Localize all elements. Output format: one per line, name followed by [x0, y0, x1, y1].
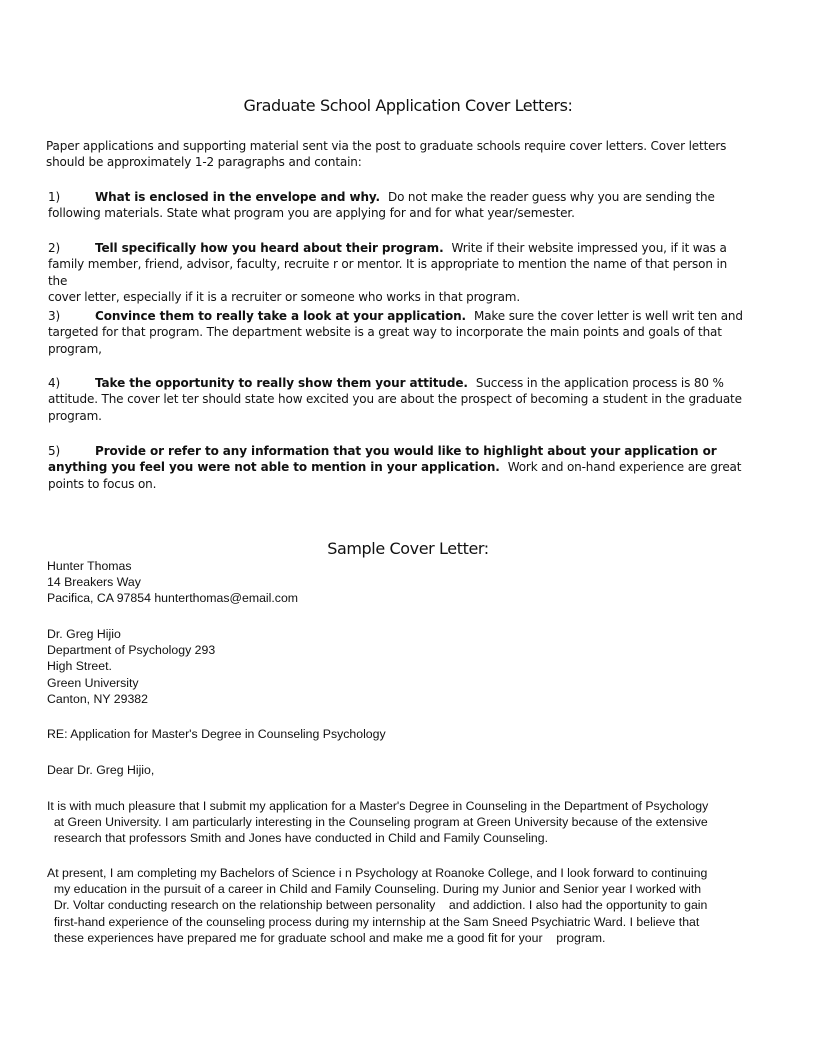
item-text: Write if their website impressed you, if it was a	[451, 241, 727, 255]
recipient-line: Dr. Greg Hijio	[47, 627, 121, 641]
item-line: cover letter, especially if it is a recruiter or someone who works in that program.	[48, 289, 521, 304]
intro-line: should be approximately 1-2 paragraphs and contain:	[46, 155, 362, 170]
intro-paragraph	[46, 138, 746, 171]
list-item-3	[48, 308, 748, 357]
item-number: 2)	[48, 241, 61, 255]
item-line: program.	[48, 408, 102, 423]
intro-line: Paper applications and supporting material sent via the post to graduate schools require cover letters. Cover letters	[46, 139, 727, 153]
item-number: 5)	[48, 444, 61, 458]
recipient-line: Canton, NY 29382	[47, 691, 148, 706]
re-line: RE: Application for Master's Degree in Counseling Psychology	[47, 727, 386, 741]
sender-line: Pacifica, CA 97854 hunterthomas@email.com	[47, 591, 299, 606]
item-line: program,	[48, 341, 102, 356]
recipient-line: High Street.	[47, 659, 112, 674]
recipient-line: Department of Psychology 293	[47, 643, 216, 658]
paragraph-line: my education in the pursuit of a career in Child and Family Counseling. During my Junior and Senior year I worked with	[47, 882, 702, 897]
item-lead: Provide or refer to any information that you would like to highlight about your application or	[95, 444, 717, 458]
paragraph-line: research that professors Smith and Jones have conducted in Child and Family Counseling.	[47, 831, 549, 846]
list-item-1	[48, 189, 748, 222]
recipient-address	[47, 626, 767, 707]
item-line: attitude. The cover let ter should state how excited you are about the prospect of becoming a student in the graduate	[48, 392, 742, 407]
item-text: Work and on-hand experience are great	[507, 460, 742, 475]
item-lead: Take the opportunity to really show them your attitude.	[95, 376, 468, 390]
item-line: targeted for that program. The department website is a great way to incorporate the main points and goals of that	[48, 325, 722, 340]
item-lead: Tell specifically how you heard about their program.	[95, 241, 444, 255]
list-item-2	[48, 240, 748, 305]
sender-line: Hunter Thomas	[47, 559, 132, 573]
list-item-4	[48, 375, 748, 424]
sender-address	[47, 558, 767, 607]
item-lead: Convince them to really take a look at your application.	[95, 309, 467, 323]
paragraph-line: these experiences have prepared me for graduate school and make me a good fit for your program.	[47, 930, 606, 945]
paragraph-line: at Green University. I am particularly interesting in the Counseling program at Green University because of the extensive	[47, 815, 708, 830]
paragraph-line: At present, I am completing my Bachelors of Science i n Psychology at Roanoke College, and I look forward to continuing	[47, 866, 708, 880]
sender-line: 14 Breakers Way	[47, 575, 141, 590]
list-item-5	[48, 443, 748, 492]
paragraph-line: Dr. Voltar conducting research on the relationship between personality and addiction. I also had the opportunity to gain	[47, 898, 708, 913]
paragraph-line: It is with much pleasure that I submit my application for a Master's Degree in Counseling in the Department of Psychology	[47, 799, 709, 813]
salutation: Dear Dr. Greg Hijio,	[47, 763, 155, 777]
letter-paragraph-2	[47, 865, 763, 946]
item-lead-continued: anything you feel you were not able to mention in your application.	[48, 460, 500, 475]
item-number: 4)	[48, 376, 61, 390]
item-line: following materials. State what program you are applying for and for what year/semester.	[48, 206, 575, 221]
item-text: Make sure the cover letter is well writ ten and	[474, 309, 743, 323]
item-number: 1)	[48, 190, 61, 204]
recipient-line: Green University	[47, 675, 139, 690]
sample-title: Sample Cover Letter:	[327, 539, 489, 558]
letter-paragraph-1	[47, 798, 763, 847]
item-number: 3)	[48, 309, 61, 323]
item-text: Do not make the reader guess why you are sending the	[387, 190, 715, 204]
paragraph-line: first-hand experience of the counseling process during my internship at the Sam Sneed Psychiatric Ward. I believe that	[47, 914, 700, 929]
document-title: Graduate School Application Cover Letters:	[243, 96, 573, 115]
item-line: family member, friend, advisor, faculty, recruite r or mentor. It is appropriate to mention the name of that person in the	[48, 257, 728, 288]
item-lead: What is enclosed in the envelope and why.	[95, 190, 380, 204]
item-line: points to focus on.	[48, 476, 157, 491]
item-text: Success in the application process is 80 %	[475, 376, 724, 390]
